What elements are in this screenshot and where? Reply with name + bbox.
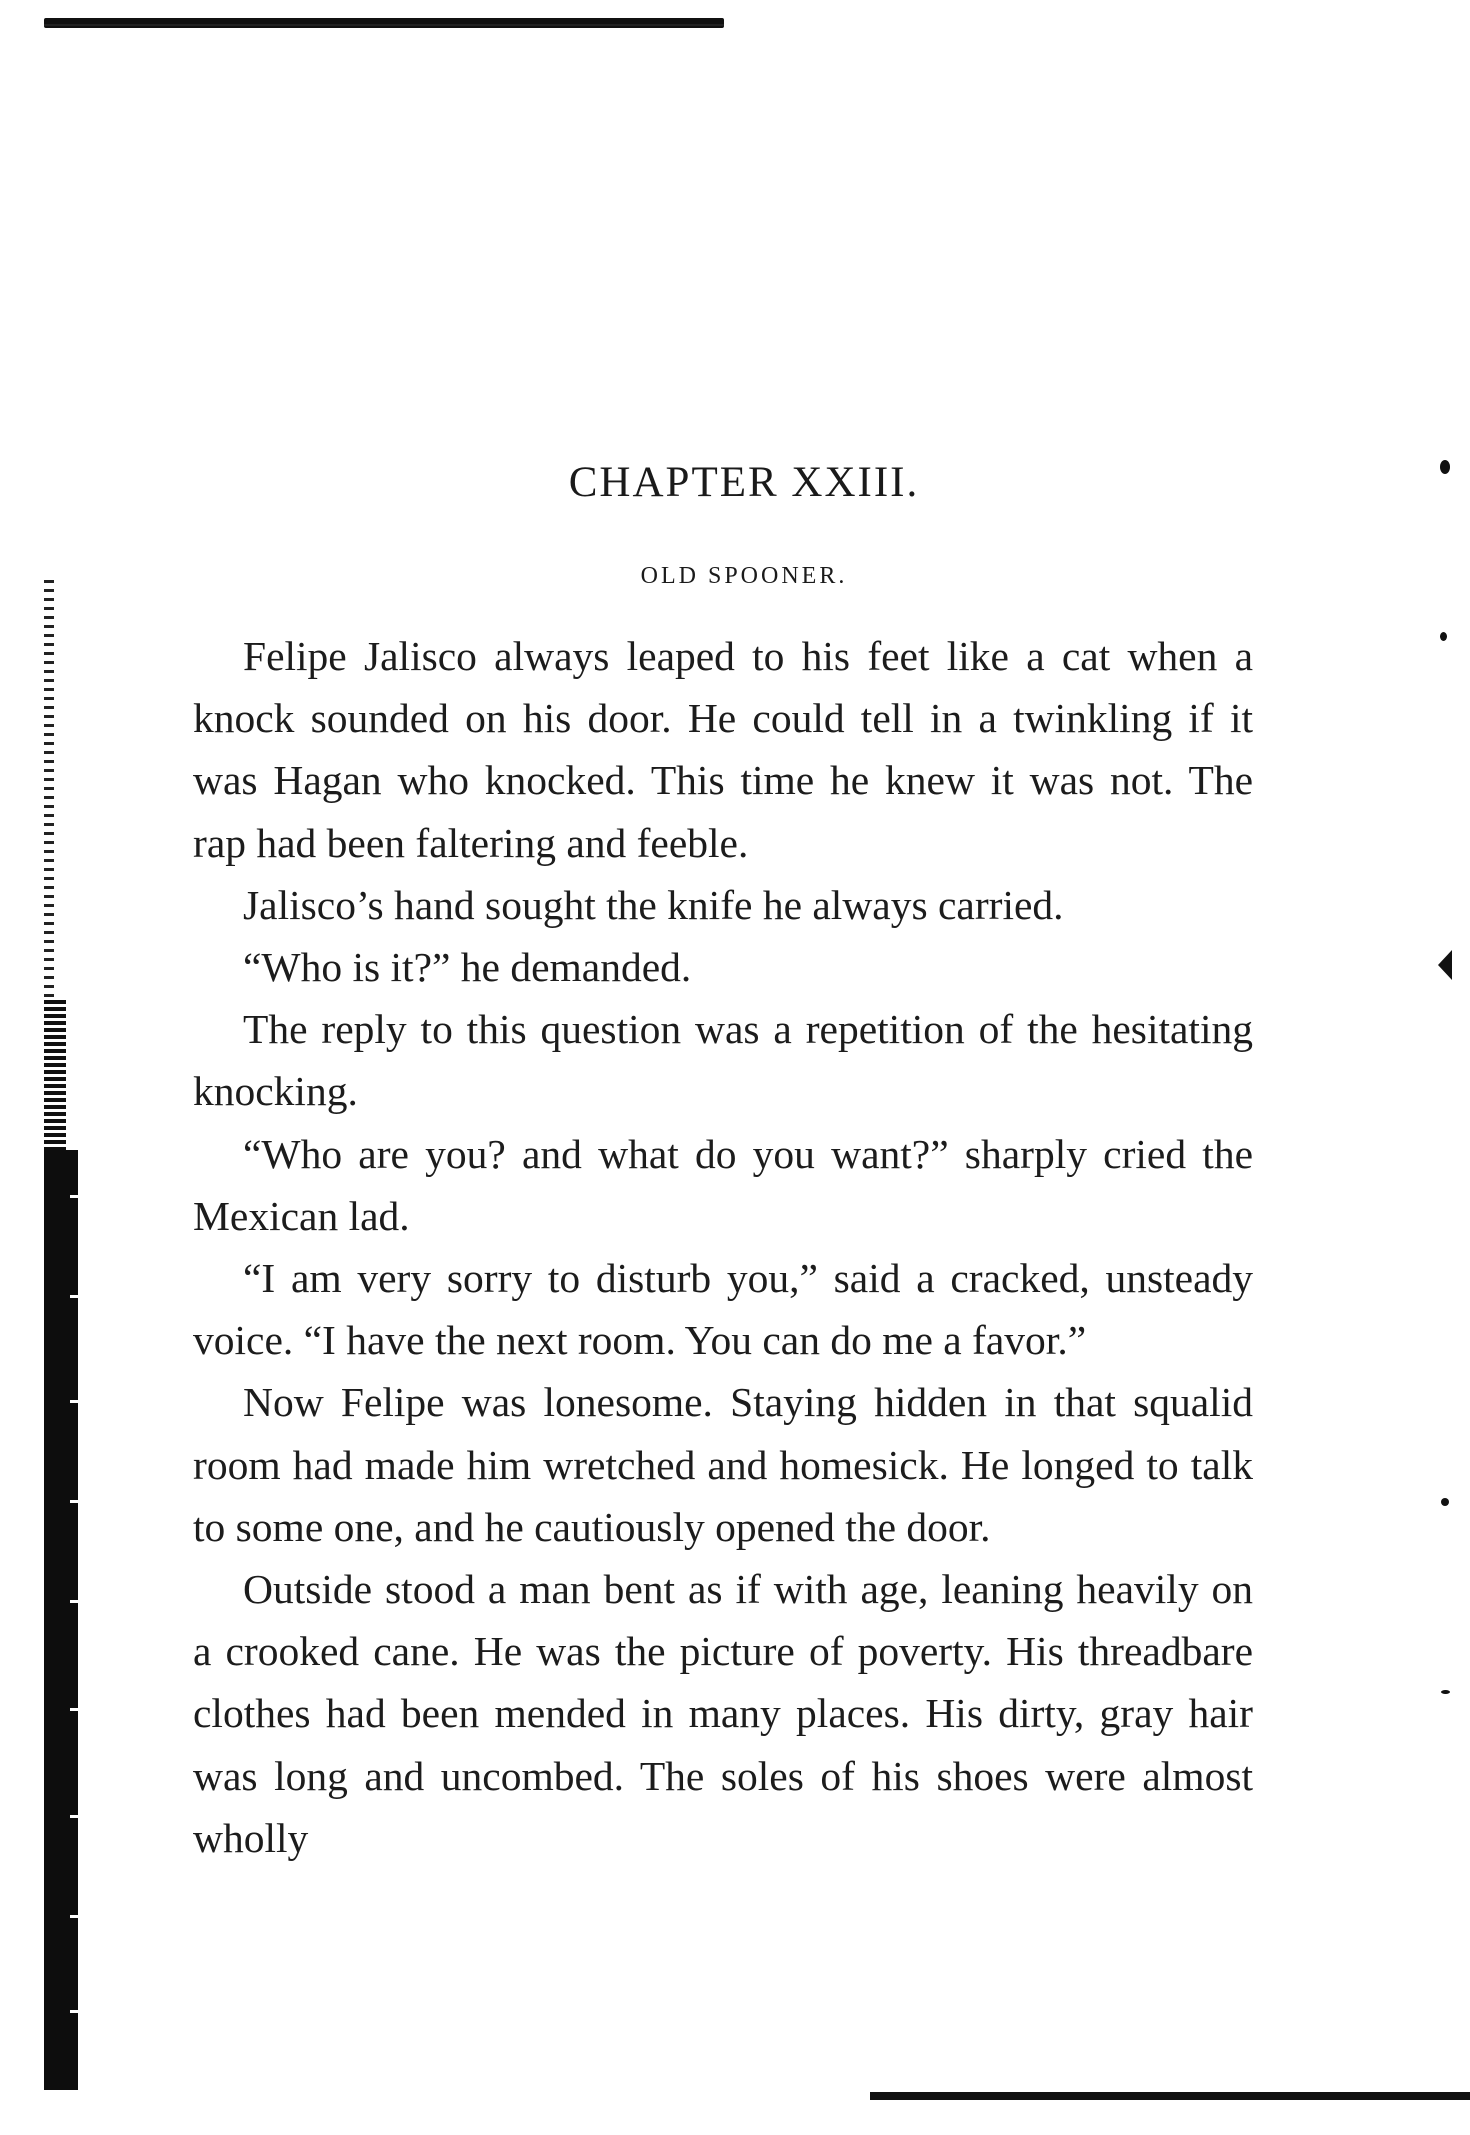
scan-top-rule-line — [44, 24, 724, 26]
scan-strip-notch — [70, 1400, 80, 1403]
paragraph: “Who are you? and what do you want?” sharply cried the Mexican lad. — [193, 1130, 1253, 1239]
scan-strip-notch — [70, 2010, 80, 2013]
scan-strip-notch — [70, 1195, 80, 1198]
scan-strip-notch — [70, 1915, 80, 1918]
paragraph: The reply to this question was a repetition of the hesitating knocking. — [193, 1006, 1253, 1115]
scan-strip-notch — [70, 1708, 80, 1711]
paragraph: “Who is it?” he demanded. — [243, 944, 692, 991]
paragraph: Felipe Jalisco always leaped to his feet like a cat when a knock sounded on his door. He could tell in a twinkling if it was Hagan who knocked. This time he knew it was not. The rap had been faltering and feeble. — [193, 633, 1253, 866]
scan-strip-notch — [70, 1500, 80, 1503]
scan-strip-notch — [70, 1295, 80, 1298]
paragraph: Jalisco’s hand sought the knife he always carried. — [243, 881, 1064, 928]
chapter-title: CHAPTER XXIII. — [568, 459, 920, 506]
scan-speck — [1440, 632, 1447, 641]
scan-speck — [1441, 1498, 1449, 1506]
paragraph: “I am very sorry to disturb you,” said a cracked, unsteady voice. “I have the next room. You can do me a favor.” — [193, 1255, 1253, 1364]
chapter-subtitle: OLD SPOONER. — [640, 563, 848, 589]
paragraph: Now Felipe was lonesome. Staying hidden in that squalid room had made him wretched and homesick. He longed to talk to some one, and he cautiously opened the door. — [193, 1379, 1253, 1550]
scan-strip-notch — [70, 1600, 80, 1603]
scan-bottom-rule — [870, 2092, 1470, 2100]
scan-left-edge-ticks-wide — [44, 1000, 66, 1150]
body-text — [193, 625, 1253, 1869]
scan-margin-mark — [1438, 950, 1452, 980]
scan-speck — [1441, 1690, 1450, 1694]
paragraph: Outside stood a man bent as if with age, leaning heavily on a crooked cane. He was the picture of poverty. His threadbare clothes had been mended in many places. His dirty, gray hair was long and uncombed. The soles of his shoes were almost wholly — [193, 1566, 1253, 1861]
scan-top-rule — [44, 18, 724, 28]
scan-left-edge-strip — [44, 1150, 78, 2090]
scan-strip-notch — [70, 1815, 80, 1818]
